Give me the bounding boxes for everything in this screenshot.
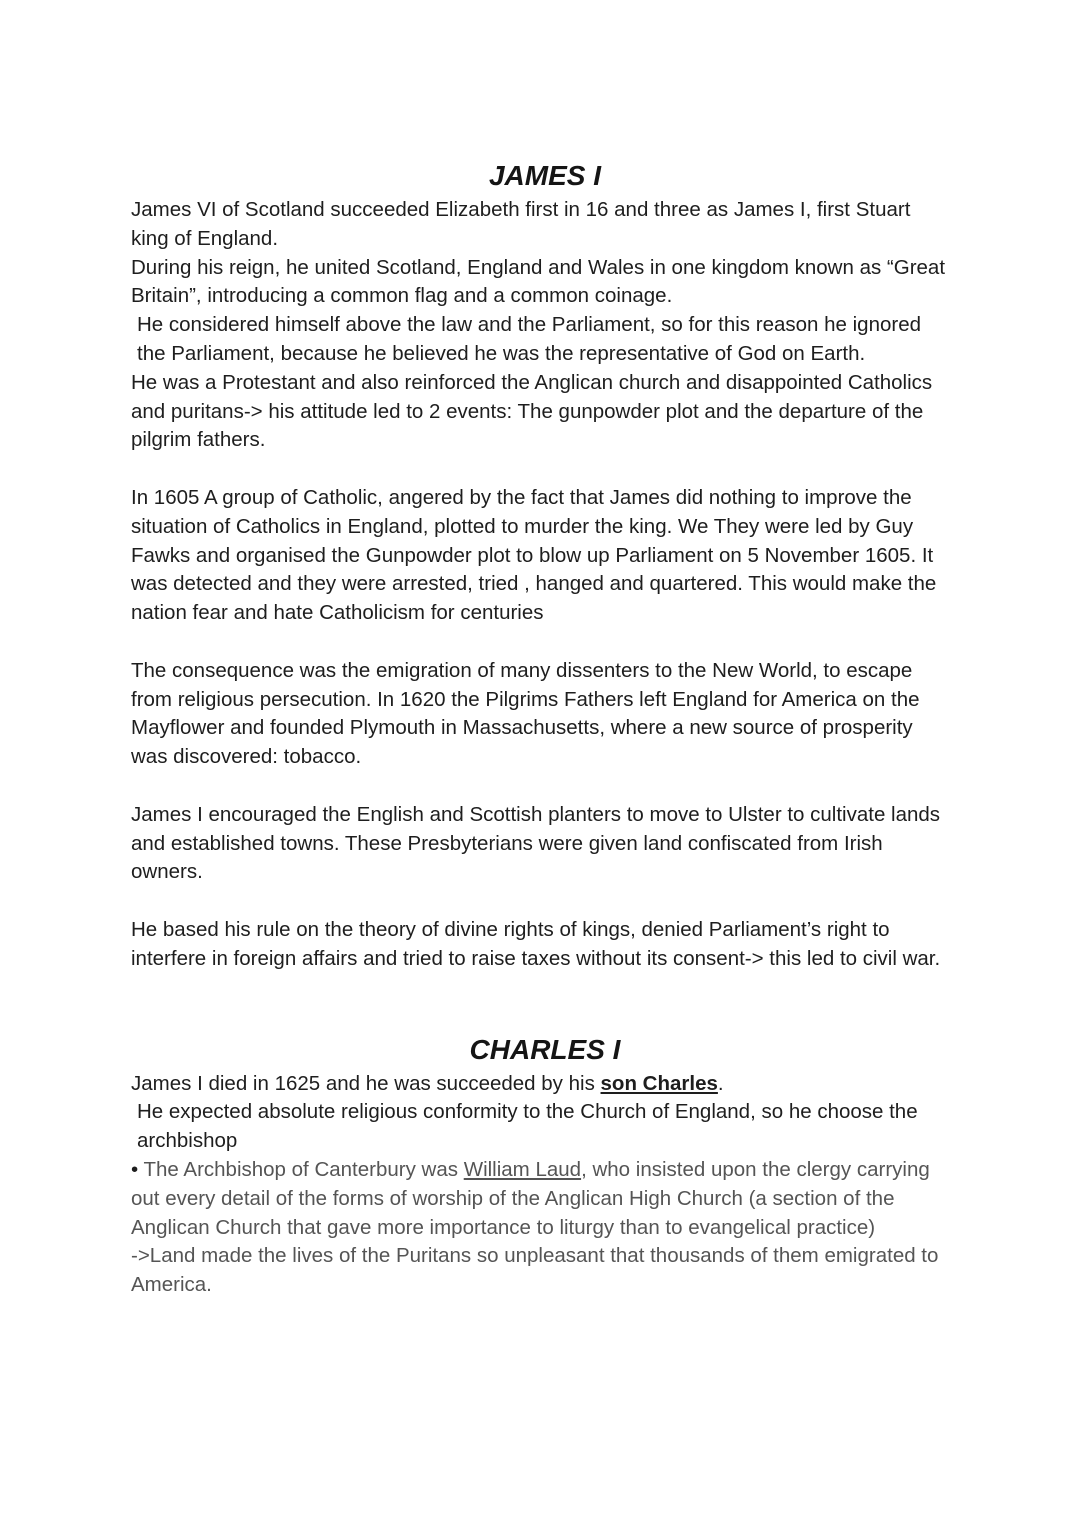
heading-charles-i: CHARLES I [469, 1033, 621, 1065]
paragraph-ulster: James I encouraged the English and Scottish planters to move to Ulster to cultivate lands and established towns. These Presbyterians were given land confiscated from Irish owners. [131, 802, 941, 884]
spacer [131, 974, 951, 1030]
paragraph-pilgrim-fathers: The consequence was the emigration of many dissenters to the New World, to escape from religious persecution. In 1620 the Pilgrims Fathers left England for America on the Mayflower and founded Plymouth in Massachusetts, where a new source of prosperity was discovered: tobacco. [131, 658, 920, 769]
paragraph-religious-conformity: He expected absolute religious conformity to the Church of England, so he choose the archbishop [137, 1100, 918, 1153]
paragraph-protestant: He was a Protestant and also reinforced the Anglican church and disappointed Catholics and puritans-> his attitude led to 2 events: The gunpowder plot and the departure of the pilgrim fathers. [131, 370, 933, 452]
paragraph-puritans-emigrated: ->Land made the lives of the Puritans so unpleasant that thousands of them emigrated to America. [131, 1244, 939, 1297]
spacer [131, 628, 951, 657]
paragraph-above-law: He considered himself above the law and the Parliament, so for this reason he ignored the Parliament, because he believed he was the representative of God on Earth. [137, 313, 922, 365]
heading-james-i: JAMES I [488, 160, 602, 191]
paragraph-great-britain: During his reign, he united Scotland, England and Wales in one kingdom known as “Great Britain”, introducing a common flag and a common coinage. [131, 255, 946, 308]
son-charles-link[interactable]: son Charles [600, 1071, 718, 1095]
laud-text-start: The Archbishop of Canterbury was [138, 1157, 464, 1181]
paragraph-charles-succession [131, 1070, 951, 1099]
william-laud-link[interactable]: William Laud [463, 1157, 582, 1181]
laud-text-rest: , who insisted upon the clergy carrying out every detail of the forms of worship of the Anglican High Church (a section of the Anglican Church that gave more importance to liturgy than to evangelical practice) [131, 1157, 930, 1239]
spacer [131, 772, 951, 801]
bullet-icon: • [131, 1157, 139, 1181]
spacer [131, 887, 951, 916]
paragraph-james-succession: James VI of Scotland succeeded Elizabeth first in 16 and three as James I, first Stuart king of England. [131, 198, 911, 250]
spacer [131, 455, 951, 484]
paragraph-divine-rights: He based his rule on the theory of divine rights of kings, denied Parliament’s right to interfere in foreign affairs and tried to raise taxes without its consent-> this led to civil war. [131, 917, 941, 970]
paragraph-william-laud [131, 1156, 951, 1242]
document-page [131, 156, 951, 1300]
charles-p1-end: . [717, 1071, 724, 1095]
charles-p1-text: James I died in 1625 and he was succeeded by his [131, 1071, 601, 1095]
paragraph-gunpowder-plot: In 1605 A group of Catholic, angered by the fact that James did nothing to improve the situation of Catholics in England, plotted to murder the king. We They were led by Guy Fawks and organised the Gunpowder plot to blow up Parliament on 5 November 1605. It was detected and they were arrested, tried , hanged and quartered. This would make the nation fear and hate Catholicism for centuries [131, 485, 937, 625]
